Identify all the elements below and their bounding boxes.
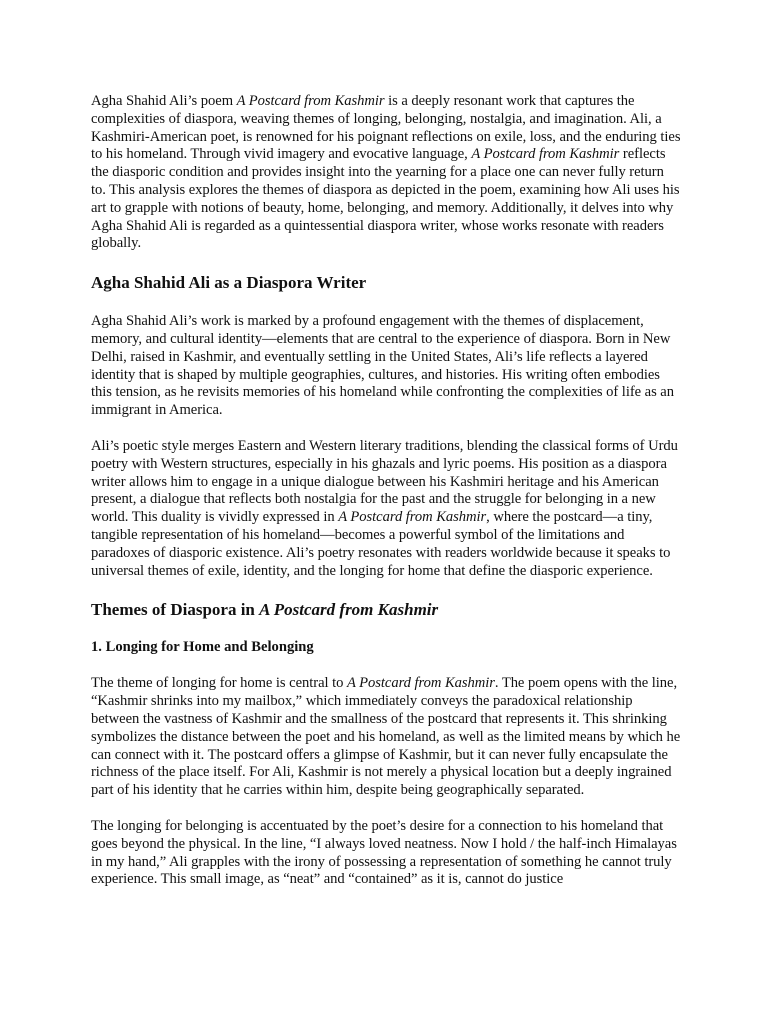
poem-title: A Postcard from Kashmir (346, 675, 495, 692)
section1-p2-text-b: , where the postcard—a tiny, tangible representation of his homeland—becomes a powerful symbol of the limitations and paradoxes of diasporic existence. Ali’s poetry resonates with readers worldwide because it speaks to universal themes of exile, identity, and the longing for home that define the diasporic experience. (91, 509, 671, 579)
section2-p1-text-b: . The poem opens with the line, “Kashmir shrinks into my mailbox,” which immediately conveys the paradoxical relationship between the vastness of Kashmir and the smallness of the postcard that represents it. This shrinking symbolizes the distance between the poet and his homeland, as well as the limited means by which he can connect with it. The postcard offers a glimpse of Kashmir, but it can never fully encapsulate the richness of the place itself. For Ali, Kashmir is not merely a physical location but a deeply ingrained part of his identity that he carries within him, despite being geographically separated. (91, 675, 681, 799)
section-heading-themes-text: Themes of Diaspora in (91, 600, 260, 620)
intro-text-b: is a deeply resonant work that captures the complexities of diaspora, weaving themes of longing, belonging, nostalgia, and imagination. Ali, a Kashmiri-American poet, is renowned for his poignant reflections on exile, loss, and the enduring ties to his homeland. Through vivid imagery and evocative language, (91, 93, 681, 163)
subheading-longing: 1. Longing for Home and Belonging (91, 639, 314, 656)
poem-title: A Postcard from Kashmir (236, 93, 385, 109)
poem-title: A Postcard from Kashmir (338, 509, 487, 526)
section2-paragraph-1 (91, 675, 681, 800)
section-heading-themes (91, 599, 681, 621)
section2-paragraph-2: The longing for belonging is accentuated by the poet’s desire for a connection to his homeland that goes beyond the physical. In the line, “I always loved neatness. Now I hold / the half-inch Himalayas in my hand,” Ali grapples with the irony of possessing a representation of something he cannot truly experience. This small image, as “neat” and “contained” as it is, cannot do justice (91, 817, 677, 888)
intro-paragraph (91, 93, 681, 253)
intro-text-a: Agha Shahid Ali’s poem (91, 93, 237, 109)
section2-p1-text-a: The theme of longing for home is central to (91, 675, 347, 692)
section1-paragraph-2 (91, 438, 681, 580)
intro-text-c: reflects the diasporic condition and provides insight into the yearning for a place one can never fully return to. This analysis explores the themes of diaspora as depicted in the poem, examining how Ali uses his art to grapple with notions of beauty, home, belonging, and memory. Additionally, it delves into why Agha Shahid Ali is regarded as a quintessential diaspora writer, whose works resonate with readers globally. (91, 146, 680, 252)
poem-title: A Postcard from Kashmir (259, 600, 439, 620)
section1-p2-text-a: Ali’s poetic style merges Eastern and Western literary traditions, blending the classical forms of Urdu poetry with Western structures, especially in his ghazals and lyric poems. His position as a diaspora writer allows him to engage in a unique dialogue between his Kashmiri heritage and his American present, a dialogue that reflects both nostalgia for the past and the struggle for belonging in a new world. This duality is vividly expressed in (91, 437, 678, 526)
poem-title: A Postcard from Kashmir (471, 146, 620, 163)
document-page (91, 93, 681, 889)
section1-paragraph-1: Agha Shahid Ali’s work is marked by a profound engagement with the themes of displacement, memory, and cultural identity—elements that are central to the experience of diaspora. Born in New Delhi, raised in Kashmir, and eventually settling in the United States, Ali’s life reflects a layered identity that is shaped by multiple geographies, cultures, and histories. His writing often embodies this tension, as he revisits memories of his homeland while confronting the complexities of life as an immigrant in America. (91, 313, 674, 419)
section-heading-diaspora-writer: Agha Shahid Ali as a Diaspora Writer (91, 273, 367, 293)
